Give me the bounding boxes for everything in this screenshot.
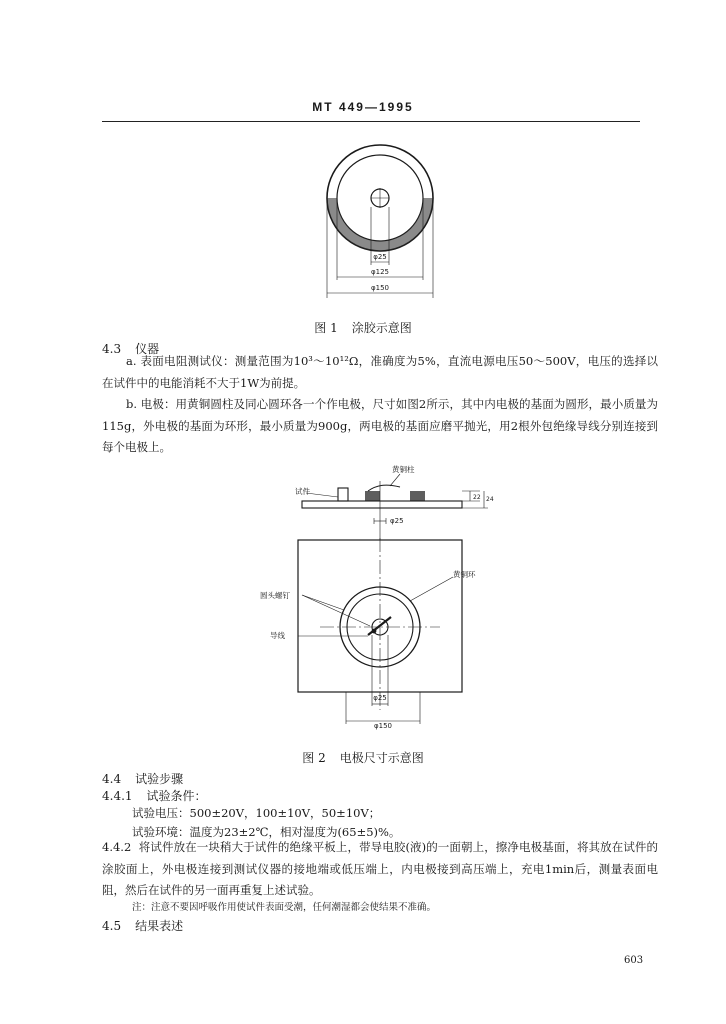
figure-2-caption (0, 749, 726, 766)
fig2-label-specimen: 试件 (295, 487, 310, 496)
brass-ring-side-left (365, 491, 380, 501)
subsection-text: 将试件放在一块稍大于试件的绝缘平板上，带导电胶(液)的一面朝上，擦净电极基面，将其放在试件的涂胶面上，外电极连接到测试仪器的接地端或低压端上，内电极接到高压端上，充电1min后，测量表面电阻，然后在试件的另一面再重复上述试验。 (102, 840, 659, 897)
section-4-5-heading (102, 917, 183, 934)
item-b-text: 电极：用黄铜圆柱及同心圆环各一个作电极，尺寸如图2所示，其中内电极的基面为圆形，最小质量为115g，外电极的基面为环形，最小质量为900g，两电极的基面应磨平抛光，用2根外包绝缘导线分别连接到每个电极上。 (102, 397, 659, 454)
header-rule (102, 121, 640, 122)
fig2-dim-inner: φ25 (373, 694, 387, 702)
section-number: 4.3 (102, 342, 122, 356)
section-title: 试验步骤 (135, 772, 184, 786)
test-voltage-line: 试验电压：500±20V，100±10V，50±10V； (132, 806, 381, 820)
section-number: 4.5 (102, 919, 122, 933)
section-4-4-1-heading (102, 787, 207, 804)
fig2-dim-outer: φ150 (374, 722, 392, 730)
brass-ring-side-right (410, 491, 425, 501)
figure-1-caption (0, 319, 726, 336)
note: 注：注意不要因呼吸作用使试件表面受潮，任何潮湿都会使结果不准确。 (132, 902, 437, 913)
figure-1-diagram (310, 140, 450, 305)
fig1-dim-outer: φ150 (371, 284, 389, 292)
section-4-4-2-paragraph (102, 837, 658, 902)
insulating-plate (302, 501, 462, 508)
item-a-label: a. (126, 354, 137, 368)
standard-header: MT 449—1995 (312, 100, 414, 114)
fig2-label-brass-cylinder: 黄铜柱 (392, 465, 415, 474)
item-b-label: b. (126, 397, 138, 411)
fig2-dim-side-bottom: φ25 (390, 517, 404, 525)
figure-2-number: 图 2 (302, 751, 326, 765)
fig1-dim-inner: φ25 (373, 253, 387, 261)
test-environment-line: 试验环境：温度为23±2℃，相对湿度为(65±5)%。 (132, 825, 401, 839)
section-title: 结果表述 (135, 919, 184, 933)
fig1-dim-middle: φ125 (371, 268, 389, 276)
figure-1-number: 图 1 (314, 321, 338, 335)
brass-cylinder-side (338, 488, 348, 501)
fig2-label-wire: 导线 (270, 631, 285, 640)
section-title: 仪器 (135, 342, 160, 356)
figure-2-title: 电极尺寸示意图 (339, 751, 424, 765)
fig2-dim-side-large: 24 (486, 496, 494, 503)
item-b-paragraph (102, 394, 658, 459)
section-number: 4.4 (102, 772, 122, 786)
figure-2-diagram (240, 460, 500, 735)
fig2-label-brass-ring: 黄铜环 (453, 570, 476, 579)
section-4-4-heading (102, 770, 183, 787)
page-number: 603 (624, 955, 644, 966)
figure-1-title: 涂胶示意图 (351, 321, 412, 335)
item-a-text: 表面电阻测试仪：测量范围为10³～10¹²Ω，准确度为5%，直流电源电压50～500V，电压的选择以在试件中的电能消耗不大于1W为前提。 (102, 354, 659, 390)
subsection-number: 4.4.1 (102, 789, 133, 803)
item-a-paragraph (102, 351, 658, 394)
subsection-number: 4.4.2 (102, 840, 132, 854)
fig2-dim-side-small: 22 (473, 494, 481, 501)
fig2-label-screw: 圆头螺钉 (260, 591, 290, 600)
subsection-title: 试验条件： (146, 789, 207, 803)
